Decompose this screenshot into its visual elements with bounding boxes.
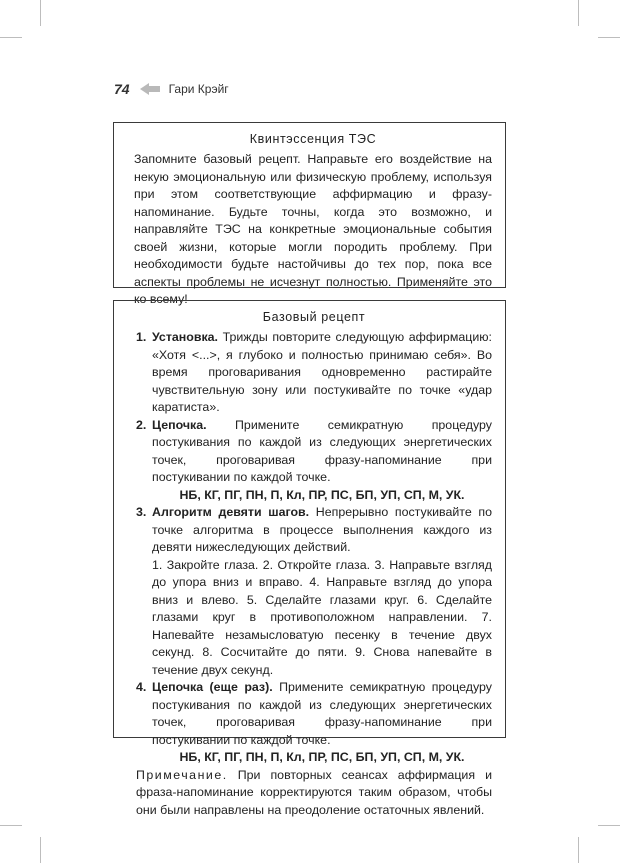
crop-mark bbox=[0, 825, 22, 826]
crop-mark bbox=[0, 37, 22, 38]
recipe-steps bbox=[136, 329, 492, 767]
step-number: 1. bbox=[136, 330, 147, 344]
author-name: Гари Крэйг bbox=[168, 82, 229, 96]
crop-mark bbox=[40, 0, 41, 26]
recipe-step bbox=[136, 329, 492, 417]
step-title: Цепочка. bbox=[152, 417, 207, 432]
step-text: Примените семикратную процедуру постукивания по каждой из следующих энергетических точек, проговаривая фразу-напоминание при постукивании по каждой точке. bbox=[152, 680, 492, 747]
tapping-points-list: НБ, КГ, ПГ, ПН, П, Кл, ПР, ПС, БП, УП, СП, М, УК. bbox=[179, 750, 465, 764]
nine-steps-text: 1. Закройте глаза. 2. Откройте глаза. 3. Направьте взгляд до упора вниз и вправо. 4. Направьте взгляд до упора вниз и влево. 5. Сделайте глазами круг. 6. Сделайте глазами круг в противоположном направлении. 7. Напевайте незамысловатую песенку в течение двух секунд. 8. Сосчитайте до пяти. 9. Снова напевайте в течение двух секунд. bbox=[152, 557, 492, 677]
recipe-step bbox=[136, 504, 492, 679]
recipe-step bbox=[136, 417, 492, 505]
step-text: Примените семикратную процедуру постукивания по каждой из следующих энергетических точек, проговаривая фразу-напоминание при постукивании по каждой точке. bbox=[152, 417, 492, 484]
recipe-step bbox=[136, 679, 492, 767]
step-number: 3. bbox=[136, 505, 147, 519]
summary-box-text: Запомните базовый рецепт. Направьте его воздействие на некую эмоциональную или физическую проблему, используя при этом соответствующие аффирмацию и фразу-напоминание. Будьте точны, когда это возможно, и направляйте ТЭС на конкретные эмоциональные события своей жизни, которые могли породить проблему. При необходимости будьте настойчивы до тех пор, пока все аспекты проблемы не исчезнут полностью. Применяйте это ко всему! bbox=[134, 152, 492, 306]
step-title: Алгоритм девяти шагов. bbox=[152, 505, 310, 519]
step-title: Цепочка (еще раз). bbox=[152, 680, 273, 694]
recipe-box bbox=[113, 300, 506, 817]
summary-box-title: Квинтэссенция ТЭС bbox=[249, 132, 377, 146]
crop-mark bbox=[40, 837, 41, 863]
recipe-box-title: Базовый рецепт bbox=[262, 310, 366, 324]
crop-mark bbox=[598, 37, 620, 38]
note-label: Примечание. bbox=[136, 767, 228, 782]
crop-mark bbox=[578, 837, 579, 863]
step-number: 2. bbox=[136, 417, 147, 432]
summary-box bbox=[113, 122, 506, 306]
running-header bbox=[114, 80, 229, 98]
note-text: При повторных сеансах аффирмация и фраза-напоминание корректируются таким образом, чтобы они были направлены на преодоление остаточных явлений. bbox=[136, 767, 492, 817]
step-title: Установка. bbox=[152, 330, 218, 344]
step-text: Непрерывно постукивайте по точке алгоритма в процессе выполнения каждого из девяти нижеследующих действий. bbox=[152, 505, 492, 554]
step-number: 4. bbox=[136, 680, 147, 694]
crop-mark bbox=[598, 825, 620, 826]
crop-mark bbox=[578, 0, 579, 26]
step-text: Трижды повторите следующую аффирмацию: «Хотя <...>, я глубоко и полностью принимаю себя». Во время проговаривания одновременно растирайте чувствительную зону или постукивайте по точке «удар каратиста». bbox=[152, 330, 492, 414]
tapping-points-list: НБ, КГ, ПГ, ПН, П, Кл, ПР, ПС, БП, УП, СП, М, УК. bbox=[179, 487, 465, 502]
arrow-left-icon bbox=[140, 83, 160, 95]
page-number: 74 bbox=[114, 81, 130, 97]
recipe-note bbox=[136, 767, 492, 820]
